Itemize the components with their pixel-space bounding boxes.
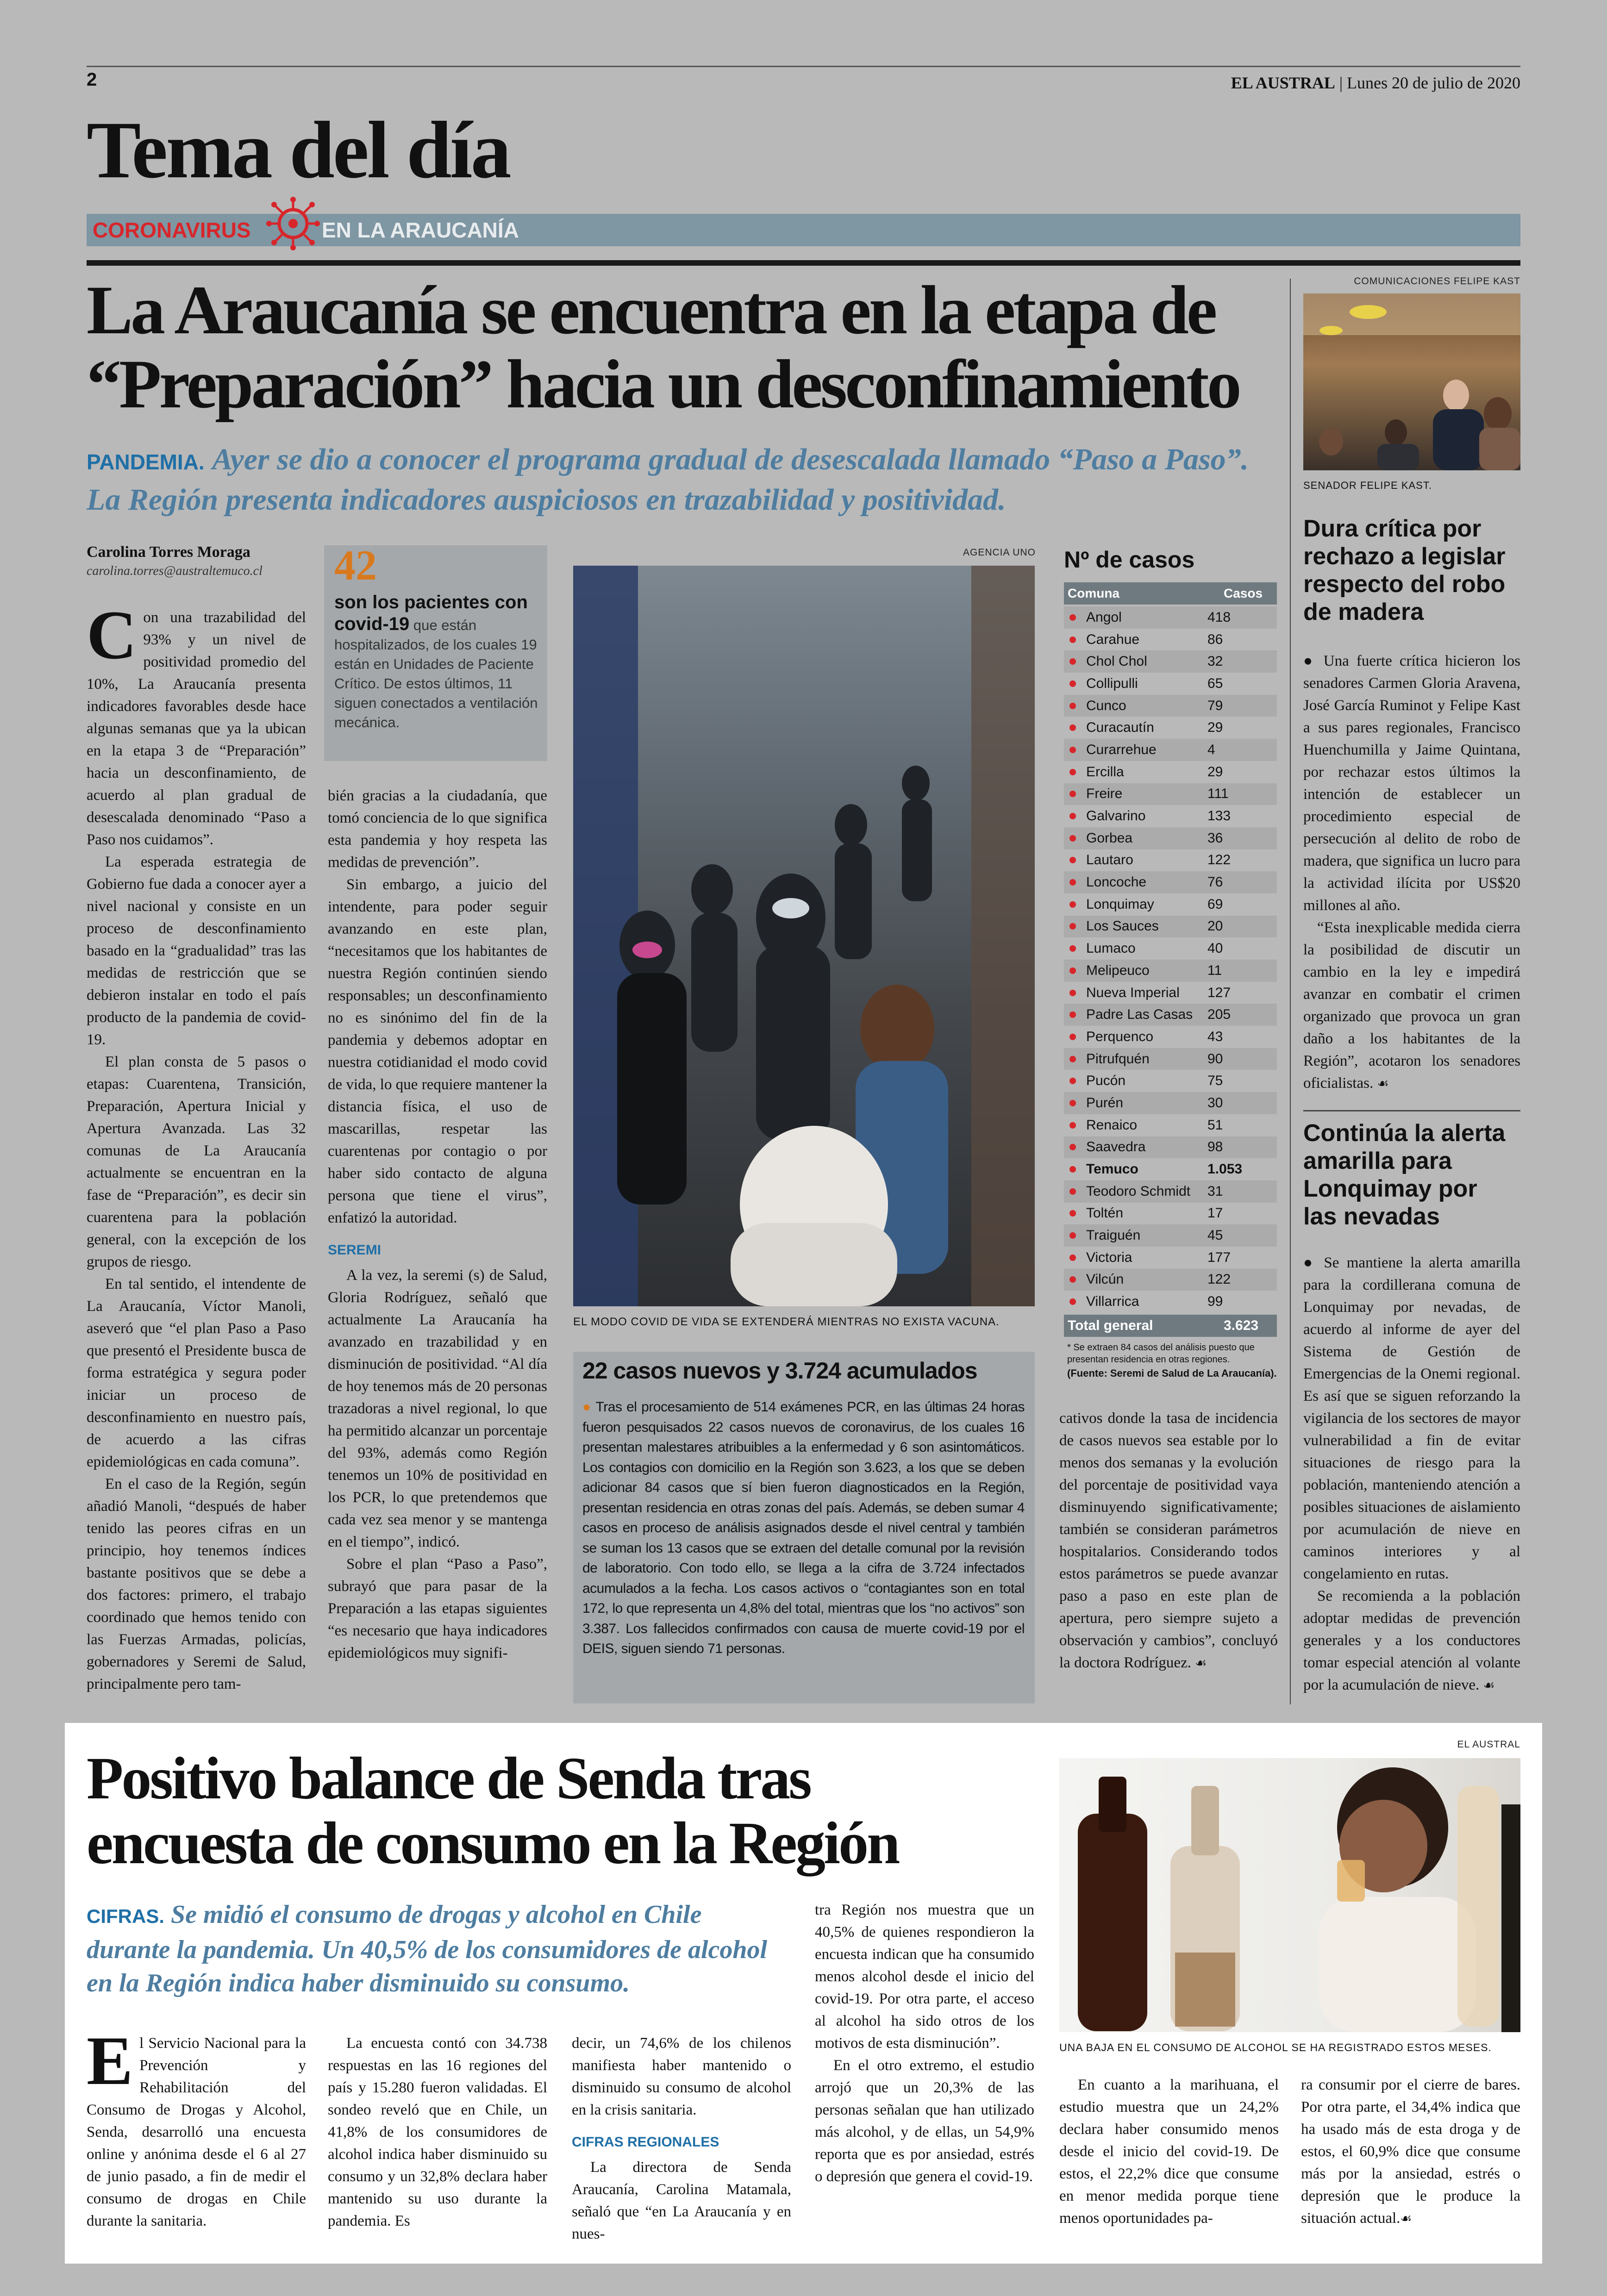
case-count: 205 <box>1207 1007 1231 1023</box>
bullet-dot-icon <box>1069 1232 1076 1239</box>
street-crowd-photo <box>573 566 1035 1306</box>
main-column-4 <box>1059 1407 1278 1674</box>
comuna-name: Galvarino <box>1086 808 1146 824</box>
new-cases-box <box>573 1352 1035 1703</box>
table-row <box>1064 982 1277 1004</box>
paragraph: on una trazabilidad del 93% y un nivel de positividad promedio del 10%, La Araucanía presenta indicadores favorables desde hace algunas semanas que ya la ubican en la etapa 3 de “Preparación” hacia un desconfinamiento, de acuerdo al plan gradual de desescalada denominado “Paso a Paso nos cuidamos”. <box>87 609 306 848</box>
total-label: Total general <box>1068 1318 1153 1333</box>
table-row <box>1064 1048 1277 1070</box>
sidebar-story1-body <box>1303 650 1520 1095</box>
senator-photo <box>1303 293 1520 470</box>
case-count: 133 <box>1207 808 1231 824</box>
table-row <box>1064 1247 1277 1269</box>
senda-deck-label: CIFRAS. <box>87 1905 164 1927</box>
bullet-dot-icon <box>1069 857 1076 863</box>
masthead-line: EL AUSTRAL | Lunes 20 de julio de 2020 <box>1231 74 1520 92</box>
paragraph <box>1303 1585 1520 1697</box>
case-count: 86 <box>1207 631 1223 647</box>
paragraph-text: Se mantiene la alerta amarilla para la cordillerana comuna de Lonquimay por nevadas, de acuerdo al informe de ayer del Sistema de Gestión de Emergencias de la Onemi regional. Es así que se siguen reforzando la vigilancia de los sectores de mayor vulnerabilidad a fin de evitar situaciones de riesgo para la población, manteniendo atención a posibles situaciones de aislamiento por acumulación de nieve en caminos interiores y al congelamiento en rutas. <box>1303 1254 1520 1582</box>
bullet-dot-icon <box>1069 703 1076 709</box>
deck-text: Ayer se dio a conocer el programa gradual de desescalada llamado “Paso a Paso”. La Región presenta indicadores auspiciosos en trazabilidad y positividad. <box>87 443 1249 517</box>
paragraph: Sobre el plan “Paso a Paso”, subrayó que para pasar de la Preparación a las etapas siguientes “es necesario que haya indicadores epidemiológicos muy signifi- <box>328 1556 547 1661</box>
comuna-name: Lonquimay <box>1086 896 1154 912</box>
deck-label: PANDEMIA. <box>87 450 205 474</box>
case-count: 43 <box>1207 1029 1223 1044</box>
bullet-dot-icon <box>1069 724 1076 731</box>
paragraph: tra Región nos muestra que un 40,5% de quienes respondieron la encuesta indican que ha consumido menos alcohol desde el inicio del covid-19. Por otra parte, el acceso al alcohol ha sido otros de los motivos de esta disminución”. <box>815 1902 1034 2052</box>
author-name: Carolina Torres Moraga <box>87 543 250 561</box>
case-count: 30 <box>1207 1095 1223 1111</box>
footnote-text: * Se extraen 84 casos del análisis puesto que presentan residencia en otras regiones. <box>1067 1342 1255 1365</box>
subhead-cifras-regionales: CIFRAS REGIONALES <box>572 2134 719 2150</box>
case-count: 20 <box>1207 918 1223 934</box>
table-row <box>1064 717 1277 739</box>
headline-line-1: La Araucanía se encuentra en la etapa de <box>87 272 1215 349</box>
comuna-name: Temuco <box>1086 1161 1138 1177</box>
cases-total-row <box>1064 1315 1277 1337</box>
comuna-name: Renaico <box>1086 1117 1138 1133</box>
sidebar-photo-credit: COMUNICACIONES FELIPE KAST <box>1354 276 1520 287</box>
bullet-dot-icon <box>1069 1056 1076 1062</box>
table-row <box>1064 739 1277 761</box>
bullet-dot-icon <box>1069 680 1076 687</box>
comuna-name: Vilcún <box>1086 1272 1124 1287</box>
comuna-name: Curarrehue <box>1086 742 1157 757</box>
comuna-name: Victoria <box>1086 1249 1132 1265</box>
paragraph-text: Se recomienda a la población adoptar medidas de prevención generales y a los conductores tomar especial atención al volante por la acumulación de nieve. <box>1303 1588 1520 1693</box>
bullet-dot-icon <box>1069 879 1076 886</box>
senda-column-3 <box>572 2032 791 2245</box>
paragraph: ● Se mantiene la alerta amarilla para la cordillerana comuna de Lonquimay por nevadas, de acuerdo al informe de ayer del Sistema de Gestión de Emergencias de la Onemi regional. Es así que se siguen reforzando la vigilancia de los sectores de mayor vulnerabilidad a fin de evitar situaciones de riesgo para la población, manteniendo atención a posibles situaciones de aislamiento por acumulación de nieve en caminos interiores y al congelamiento en rutas. <box>1303 1254 1520 1582</box>
case-count: 76 <box>1207 874 1223 890</box>
paragraph: A la vez, la seremi (s) de Salud, Gloria Rodríguez, señaló que actualmente La Araucanía ha avanzado en trazabilidad y en disminución de positividad. “Al día de hoy tenemos más de 20 personas trazadoras a nivel regional, lo que ha permitido alcanzar un porcentaje del 93%, además como Región tenemos un 10% de positividad en los PCR, lo que pretendemos que cada vez sea menor y se mantenga en el tiempo”, indicó. <box>328 1267 547 1550</box>
table-row <box>1064 783 1277 805</box>
bullet-dot-icon <box>1069 1100 1076 1106</box>
case-count: 32 <box>1207 654 1223 669</box>
band-label: CORONAVIRUS <box>93 218 251 242</box>
case-count: 98 <box>1207 1139 1223 1155</box>
bullet-dot-icon <box>1069 614 1076 621</box>
photo-credit: AGENCIA UNO <box>963 547 1036 558</box>
headline-line-2: “Preparación” hacia un desconfinamiento <box>87 346 1239 423</box>
comuna-name: Saavedra <box>1086 1139 1146 1155</box>
comuna-name: Melipeuco <box>1086 962 1150 978</box>
paragraph: La encuesta contó con 34.738 respuestas en las 16 regiones del país y 15.280 fueron validadas. El sondeo reveló que en Chile, un 41,8% de los consumidores de alcohol indica haber disminuido su consumo y un 32,8% declara haber mantenido su uso durante la pandemia. Es <box>328 2035 547 2229</box>
stat-lead: son los pacientes con covid-19 <box>334 592 528 634</box>
case-count: 29 <box>1207 720 1223 736</box>
senda-column-1 <box>87 2022 306 2232</box>
comuna-name: Teodoro Schmidt <box>1086 1183 1191 1199</box>
bullet-dot-icon <box>1069 967 1076 974</box>
paragraph: ● Una fuerte crítica hicieron los senadores Carmen Gloria Aravena, José García Ruminot y Felipe Kast a sus pares regionales, Francisco Huenchumilla y Jaime Quintana, por rechazar estos últimos la intención de establecer un procedimiento especial de persecución al delito de robo de madera, que significa un lucro para la actividad ilícita por US$20 millones al año. <box>1303 653 1520 914</box>
case-count: 65 <box>1207 675 1223 691</box>
comuna-name: Cunco <box>1086 698 1126 713</box>
footnote-source: (Fuente: Seremi de Salud de La Araucanía). <box>1067 1367 1277 1379</box>
cases-footnote <box>1067 1341 1278 1379</box>
section-title: Tema del día <box>87 105 510 195</box>
comuna-name: Ercilla <box>1086 764 1124 780</box>
table-row <box>1064 1203 1277 1225</box>
case-count: 69 <box>1207 896 1223 912</box>
comuna-name: Angol <box>1086 609 1122 625</box>
dropcap: C <box>87 597 137 674</box>
paragraph: La esperada estrategia de Gobierno fue dada a conocer ayer a nivel nacional y consiste en un proceso de desconfinamiento basado en la “gradualidad” tras las medidas de restricción que se debieron instalar en todo el país producto de la pandemia de covid-19. <box>87 854 306 1048</box>
table-row <box>1064 761 1277 783</box>
case-count: 4 <box>1207 742 1215 757</box>
end-mark-icon: ☙ <box>1377 1076 1389 1091</box>
senda-photo-credit: EL AUSTRAL <box>1457 1739 1520 1750</box>
main-deck <box>87 441 1272 519</box>
sidebar-photo-caption: SENADOR FELIPE KAST. <box>1303 480 1432 491</box>
bullet-dot-icon <box>1069 813 1076 819</box>
bullet-dot-icon <box>1069 769 1076 775</box>
bullet-dot-icon <box>1069 658 1076 665</box>
cases-table-body <box>1064 606 1277 1313</box>
case-count: 79 <box>1207 698 1223 713</box>
case-count: 111 <box>1207 786 1229 802</box>
bullet-dot-icon <box>1069 1078 1076 1084</box>
bullet-dot-icon <box>1069 990 1076 996</box>
bullet-dot-icon <box>1069 1011 1076 1018</box>
senda-headline-line-2: encuesta de consumo en la Región <box>87 1810 899 1877</box>
table-row <box>1064 1269 1277 1291</box>
main-column-1 <box>87 597 306 1695</box>
case-count: 177 <box>1207 1249 1231 1265</box>
comuna-name: Lumaco <box>1086 941 1136 956</box>
paragraph: La directora de Senda Araucanía, Carolina Matamala, señaló que “en La Araucanía y en nues- <box>572 2159 791 2242</box>
case-count: 75 <box>1207 1073 1223 1089</box>
table-row <box>1064 1004 1277 1026</box>
issue-date: Lunes 20 de julio de 2020 <box>1347 74 1520 92</box>
sidebar-story2-body <box>1303 1252 1520 1697</box>
comuna-name: Purén <box>1086 1095 1124 1111</box>
table-row <box>1064 1180 1277 1203</box>
bullet-dot-icon <box>1069 1298 1076 1305</box>
bullet-dot-icon <box>1069 901 1076 908</box>
sidebar-story2-title: Continúa la alerta amarilla para Lonquimay por las nevadas <box>1303 1120 1506 1230</box>
comuna-name: Freire <box>1086 786 1123 802</box>
comuna-name: Traiguén <box>1086 1228 1141 1243</box>
paragraph: decir, un 74,6% de los chilenos manifiesta haber mantenido o disminuido su consumo de alcohol en la crisis sanitaria. <box>572 2035 791 2118</box>
senda-deck <box>87 1898 772 2000</box>
table-row <box>1064 629 1277 651</box>
alcohol-photo-caption: UNA BAJA EN EL CONSUMO DE ALCOHOL SE HA REGISTRADO ESTOS MESES. <box>1059 2041 1492 2053</box>
table-row <box>1064 606 1277 629</box>
case-count: 122 <box>1207 1272 1231 1287</box>
senda-column-6 <box>1301 2074 1520 2230</box>
comuna-name: Padre Las Casas <box>1086 1007 1193 1023</box>
bullet-dot-icon <box>1069 1122 1076 1129</box>
page-number: 2 <box>87 69 97 90</box>
paragraph-text: “Esta inexplicable medida cierra la posibilidad de discutir un cambio en la ley e impedirá avanzar en combatir el crimen organizado que provoca un gran daño a los habitantes de la Región”, acotaron los senadores oficialistas. <box>1303 919 1520 1092</box>
comuna-name: Toltén <box>1086 1205 1124 1221</box>
case-count: 1.053 <box>1207 1161 1243 1177</box>
paragraph-text: ra consumir por el cierre de bares. Por otra parte, el 34,4% indica que ha usado más de esta droga y de estos, el 60,9% dice que consume más por la ansiedad, estrés o depresión que le produce la situación actual. <box>1301 2077 1520 2227</box>
bullet-dot-icon <box>1069 1188 1076 1195</box>
table-row <box>1064 871 1277 893</box>
comuna-name: Pucón <box>1086 1073 1126 1089</box>
main-column-2 <box>328 785 547 1664</box>
case-count: 36 <box>1207 830 1223 846</box>
comuna-name: Pitrufquén <box>1086 1051 1150 1067</box>
new-cases-text: ● Tras el procesamiento de 514 exámenes PCR, en las últimas 24 horas fueron pesquisados 22 casos nuevos de coronavirus, de los cuales 16 presentan malestares atribuibles a la enfermedad y 6 son asintomáticos. Los contagios con domicilio en la Región son 3.623, a los que se deben adicionar 84 casos que sí bien fueron diagnosticados en la Región, presentan residencia en otras zonas del país. Además, se deben sumar 4 casos en proceso de análisis asignados desde el nivel central y también se suman los 13 casos que se extraen del detalle comunal por la revisión de laboratorio. Con todo ello, se llega a la cifra de 3.724 infectados acumulados a la fecha. Los casos activos o “contagiantes son en total 172, lo que representa un 4,8% del total, mientras que los “no activos” son 3.387. Los fallecidos confirmados con causa de muerte covid-19 por el DEIS, siguen siendo 71 personas. <box>582 1399 1025 1656</box>
comuna-name: Collipulli <box>1086 675 1138 691</box>
case-count: 40 <box>1207 941 1223 956</box>
alcohol-photo <box>1059 1758 1520 2032</box>
case-count: 122 <box>1207 852 1231 868</box>
comuna-name: Chol Chol <box>1086 654 1147 669</box>
stat-box <box>324 542 547 761</box>
paragraph: En tal sentido, el intendente de La Araucanía, Víctor Manoli, aseveró que “el plan Paso a Paso que presentó el Presidente busca de forma estratégica y segura poder iniciar un proceso de desconfinamiento en nuestro país, de acuerdo a las cifras epidemiológicas en cada comuna”. <box>87 1276 306 1470</box>
bullet-dot-icon <box>1069 1166 1076 1173</box>
paragraph <box>1301 2074 1520 2230</box>
end-mark-icon: ☙ <box>1400 2211 1412 2226</box>
table-row <box>1064 937 1277 960</box>
comuna-name: Villarrica <box>1086 1294 1139 1310</box>
comuna-name: Perquenco <box>1086 1029 1154 1044</box>
stat-desc: que están hospitalizados, de los cuales 19 están en Unidades de Paciente Crítico. De estos últimos, 11 siguen conectados a ventilación mecánica. <box>334 617 538 730</box>
table-row <box>1064 805 1277 827</box>
comuna-name: Lautaro <box>1086 852 1133 868</box>
bullet-dot-icon <box>1069 945 1076 952</box>
bullet-dot-icon <box>1069 1254 1076 1261</box>
bullet-dot-icon <box>1069 1034 1076 1040</box>
virus-icon <box>266 197 320 250</box>
case-count: 418 <box>1207 609 1231 625</box>
table-row <box>1064 673 1277 695</box>
author-email: carolina.torres@australtemuco.cl <box>87 564 263 578</box>
table-row <box>1064 1070 1277 1092</box>
table-row <box>1064 893 1277 916</box>
subhead-seremi: SEREMI <box>328 1242 381 1258</box>
senda-deck-text: Se midió el consumo de drogas y alcohol en Chile durante la pandemia. Un 40,5% de los consumidores de alcohol en la Región indica haber disminuido su consumo. <box>87 1900 768 1997</box>
table-row <box>1064 1136 1277 1159</box>
bullet-dot-icon <box>1069 1276 1076 1283</box>
senda-headline <box>87 1746 898 1876</box>
comuna-name: Gorbea <box>1086 830 1133 846</box>
bullet-dot-icon <box>1069 747 1076 753</box>
bullet-dot-icon <box>1069 835 1076 842</box>
table-row <box>1064 1224 1277 1247</box>
publication-name: EL AUSTRAL <box>1231 74 1335 92</box>
senda-column-2 <box>328 2032 547 2232</box>
senda-headline-line-1: Positivo balance de Senda tras <box>87 1745 810 1812</box>
col-casos-header: Casos <box>1224 586 1263 600</box>
table-row <box>1064 1291 1277 1313</box>
table-row <box>1064 827 1277 849</box>
table-row <box>1064 916 1277 938</box>
cases-table-header <box>1064 582 1277 605</box>
case-count: 29 <box>1207 764 1223 780</box>
paragraph: En el otro extremo, el estudio arrojó que un 20,3% de las personas señalan que han utilizado más alcohol, y de ellas, un 54,9% reporta que es por ansiedad, estrés o depresión que genera el covid-19. <box>815 2057 1034 2185</box>
table-row <box>1064 695 1277 717</box>
main-headline <box>87 273 1239 421</box>
table-row <box>1064 1114 1277 1136</box>
table-row <box>1064 1026 1277 1048</box>
comuna-name: Loncoche <box>1086 874 1147 890</box>
case-count: 17 <box>1207 1205 1223 1221</box>
comuna-name: Los Sauces <box>1086 918 1159 934</box>
case-count: 51 <box>1207 1117 1223 1133</box>
paragraph: Sin embargo, a juicio del intendente, para poder seguir avanzando en este plan, “necesitamos que los habitantes de nuestra Región continúen siendo responsables; un desconfinamiento no es sinónimo del fin de la pandemia y debemos adoptar en nuestra cotidianidad el modo covid de vida, lo que requiere mantener la distancia física, el uso de mascarillas, respetar las cuarentenas por contagio o por haber sido contacto de alguna persona que tiene el virus”, enfatizó la autoridad. <box>328 876 547 1226</box>
paragraph: l Servicio Nacional para la Prevención y Rehabilitación del Consumo de Drogas y Alcohol, Senda, desarrolló una encuesta online y anónima desde el 6 al 27 de junio pasado, a fin de medir el consumo de drogas en Chile durante la sanitaria. <box>87 2035 306 2229</box>
paragraph-text: Una fuerte crítica hicieron los senadores Carmen Gloria Aravena, José García Ruminot y Felipe Kast a sus pares regionales, Francisco Huenchumilla y Jaime Quintana, por rechazar estos últimos la intención de establecer un procedimiento especial de persecución al delito de robo de madera, que significa un lucro para la actividad ilícita por US$20 millones al año. <box>1303 653 1520 914</box>
paragraph: En el caso de la Región, según añadió Manoli, “después de haber tenido las peores cifras en un principio, hoy tenemos índices bastante positivos que se debe a dos factores: primero, el trabajo coordinado que hemos tenido con las Fuerzas Armadas, policías, gobernadores y Seremi de Salud, principalmente pero tam- <box>87 1476 306 1692</box>
bullet-dot-icon <box>1069 791 1076 797</box>
end-mark-icon: ☙ <box>1483 1678 1495 1693</box>
paragraph-text: cativos donde la tasa de incidencia de casos nuevos sea estable por lo menos dos semanas y la evolución del porcentaje de positividad vaya disminuyendo significativamente; también se consideran parámetros hospitalarios. Considerando todos estos parámetros se puede avanzar paso a paso en este plan de apertura, pero siempre sujeto a observación y cambios”, concluyó la doctora Rodríguez. <box>1059 1410 1278 1671</box>
paragraph: bién gracias a la ciudadanía, que tomó conciencia de lo que significa esta pandemia y hoy respeta las medidas de prevención”. <box>328 787 547 871</box>
case-count: 90 <box>1207 1051 1223 1067</box>
case-count: 11 <box>1207 962 1222 978</box>
photo-caption: EL MODO COVID DE VIDA SE EXTENDERÁ MIENTRAS NO EXISTA VACUNA. <box>573 1316 1000 1328</box>
new-cases-body: Tras el procesamiento de 514 exámenes PCR, en las últimas 24 horas fueron pesquisados 22 casos nuevos de coronavirus, de los cuales 16 presentan malestares atribuibles a la enfermedad y 6 son asintomáticos. Los contagios con domicilio en la Región son 3.623, a los que se deben adicionar 84 casos que sí bien fueron diagnosticados en la Región, presentan residencia en otras zonas del país. Además, se deben sumar 4 casos en proceso de análisis asignados desde el nivel central y también se suman los 13 casos que se extraen del detalle comunal por la revisión de laboratorio. Con todo ello, se llega a la cifra de 3.724 infectados acumulados a la fecha. Los casos activos o “contagiantes son en total 172, lo que representa un 4,8% del total, mientras que los “no activos” son 3.387. Los fallecidos confirmados con causa de muerte covid-19 por el DEIS, siguen siendo 71 personas. <box>582 1399 1025 1656</box>
paragraph: En cuanto a la marihuana, el estudio muestra que un 24,2% declara haber consumido menos desde el inicio del covid-19. De estos, el 22,2% dice que consume en menor medida porque tiene menos oportunidades pa- <box>1059 2077 1279 2227</box>
dropcap: E <box>87 2022 133 2099</box>
bullet-dot-icon <box>1069 923 1076 930</box>
table-row <box>1064 1092 1277 1114</box>
table-row <box>1064 650 1277 673</box>
senda-column-5 <box>1059 2074 1279 2229</box>
case-count: 31 <box>1207 1183 1223 1199</box>
paragraph: El plan consta de 5 pasos o etapas: Cuarentena, Transición, Preparación, Apertura Inicial y Apertura Avanzada. Las 32 comunas de La Araucanía actualmente se encuentran en la fase de “Preparación”, es decir sin cuarentena para la población general, con la excepción de los grupos de riesgo. <box>87 1054 306 1270</box>
bullet-dot-icon <box>1069 1210 1076 1217</box>
stat-text <box>334 592 538 732</box>
stat-number: 42 <box>334 542 377 589</box>
sidebar-story1-title: Dura crítica por rechazo a legislar respecto del robo de madera <box>1303 515 1506 625</box>
total-value: 3.623 <box>1224 1318 1259 1333</box>
paragraph <box>1303 917 1520 1095</box>
case-count: 127 <box>1207 985 1231 1000</box>
table-row <box>1064 1158 1277 1180</box>
end-mark-icon: ☙ <box>1195 1655 1207 1671</box>
case-count: 45 <box>1207 1228 1223 1243</box>
comuna-name: Nueva Imperial <box>1086 985 1180 1000</box>
bullet-dot-icon <box>1069 636 1076 643</box>
table-row <box>1064 960 1277 982</box>
band-region: EN LA ARAUCANÍA <box>322 218 519 242</box>
bullet-dot-icon <box>1069 1144 1076 1150</box>
comuna-name: Carahue <box>1086 631 1140 647</box>
col-comuna-header: Comuna <box>1068 586 1119 600</box>
table-row <box>1064 849 1277 872</box>
comuna-name: Curacautín <box>1086 720 1154 736</box>
paragraph <box>1059 1407 1278 1674</box>
case-count: 99 <box>1207 1294 1223 1310</box>
new-cases-title: 22 casos nuevos y 3.724 acumulados <box>582 1358 977 1384</box>
cases-table-title: Nº de casos <box>1064 547 1195 573</box>
senda-column-4 <box>815 1899 1034 2188</box>
